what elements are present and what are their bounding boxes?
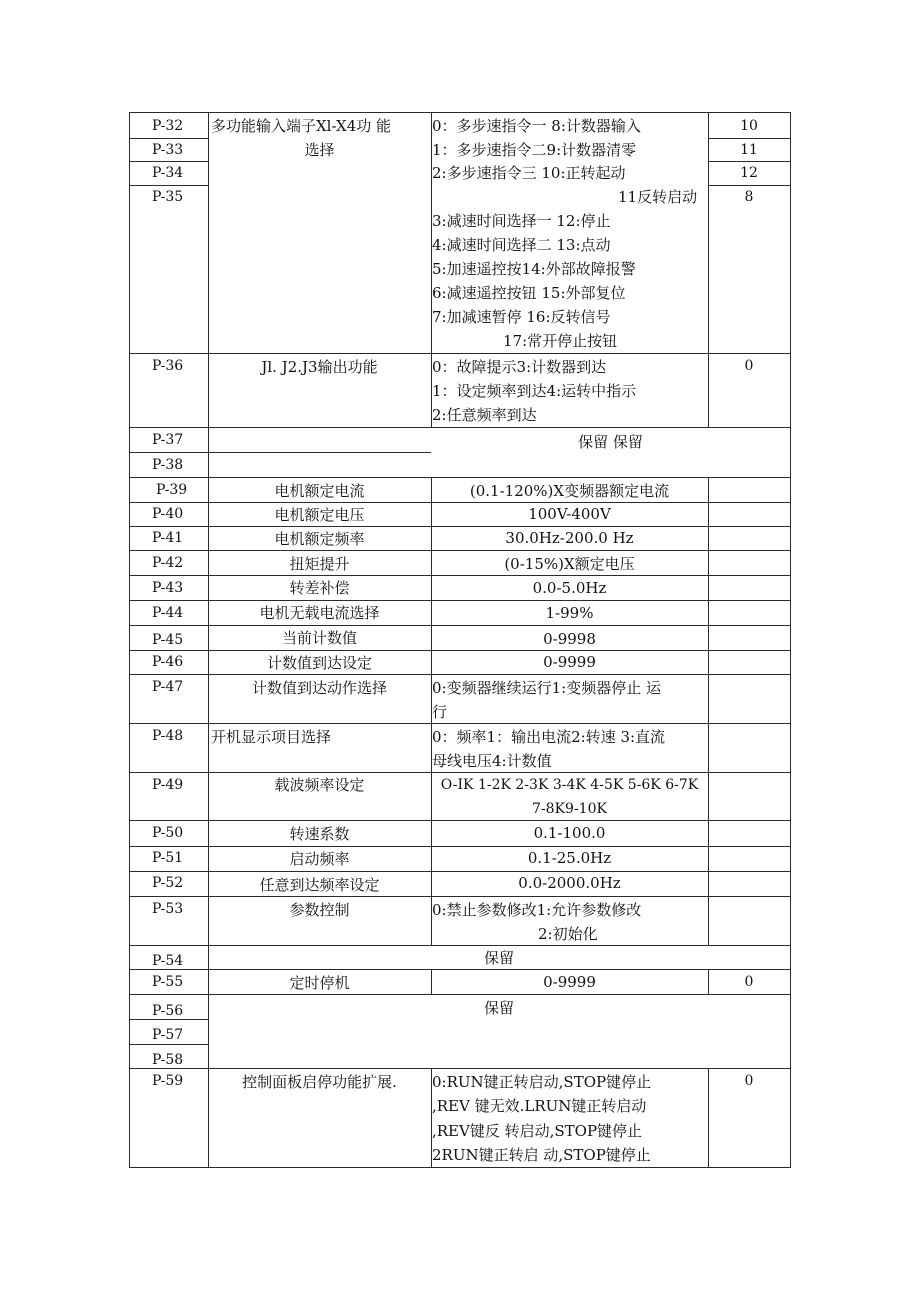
param-option: 0:禁止参数修改1:允许参数修改 <box>432 901 642 919</box>
param-name: 开机显示项目选择 <box>211 728 332 746</box>
param-option: 7-8K9-10K <box>532 801 607 817</box>
param-range: 0.1-100.0 <box>533 824 606 842</box>
param-name: Jl. J2.J3输出功能 <box>261 358 378 376</box>
param-range: 0.0-5.0Hz <box>532 579 607 597</box>
param-option: 0：多步速指令一 8:计数器输入 <box>432 117 641 135</box>
param-default: 12 <box>740 165 758 181</box>
param-option: 母线电压4:计数值 <box>432 752 552 770</box>
param-option: 行 <box>432 703 448 721</box>
param-option: 11反转启动 <box>618 188 698 206</box>
param-option: 1：设定频率到达4:运转中指示 <box>432 382 637 400</box>
reserved-label: 保留 <box>483 949 514 967</box>
param-code: P-32 <box>152 118 184 134</box>
param-code: P-35 <box>152 189 184 205</box>
param-range: 30.0Hz-200.0 Hz <box>505 529 634 547</box>
param-code: P-45 <box>152 632 184 648</box>
param-code: P-49 <box>152 777 184 793</box>
param-option: 7:加减速暂停 16:反转信号 <box>432 308 611 326</box>
param-option: 0:RUN键正转启动,STOP键停止 <box>432 1073 652 1091</box>
param-default: 11 <box>740 142 758 158</box>
param-name: 载波频率设定 <box>274 776 365 794</box>
param-option: 6:减速遥控按钮 15:外部复位 <box>432 284 626 302</box>
param-code: P-54 <box>152 953 184 969</box>
param-name: 定时停机 <box>289 974 350 992</box>
param-range: 0.0-2000.0Hz <box>518 874 621 892</box>
param-option: O-IK 1-2K 2-3K 3-4K 4-5K 5-6K 6-7K <box>440 777 699 793</box>
param-name: 控制面板启停功能扩展. <box>242 1073 397 1091</box>
param-option: 2:初始化 <box>538 925 598 943</box>
param-option: 17:常开停止按钮 <box>503 332 618 350</box>
param-default: 8 <box>744 189 754 205</box>
param-default: 0 <box>744 974 754 990</box>
reserved-label: 保留 保留 <box>578 433 643 451</box>
param-code: P-42 <box>152 555 184 571</box>
param-name: 电机额定电流 <box>274 482 365 500</box>
param-option: 4:减速时间选择二 13:点动 <box>432 236 611 254</box>
param-name: 启动频率 <box>289 850 350 868</box>
param-code: P-51 <box>152 850 184 866</box>
param-name: 当前计数值 <box>281 629 357 647</box>
param-code: P-37 <box>152 432 184 448</box>
param-code: P-46 <box>152 654 184 670</box>
param-code: P-58 <box>152 1052 184 1068</box>
param-name: 参数控制 <box>289 901 350 919</box>
reserved-label: 保留 <box>483 999 514 1017</box>
param-default: 0 <box>744 1073 754 1089</box>
param-range: 0-9999 <box>543 973 596 991</box>
param-option: 2RUN键正转启 动,STOP键停止 <box>432 1146 651 1164</box>
param-name: 任意到达频率设定 <box>259 876 380 894</box>
param-code: P-55 <box>152 974 184 990</box>
param-name: 电机额定频率 <box>274 530 365 548</box>
param-code: P-43 <box>152 580 184 596</box>
param-code: P-36 <box>152 358 184 374</box>
param-code: P-40 <box>152 506 184 522</box>
param-code: P-44 <box>152 605 184 621</box>
param-code: P-57 <box>152 1027 184 1043</box>
param-range: (0-15%)X额定电压 <box>504 555 635 573</box>
param-code: P-50 <box>152 825 184 841</box>
param-option: 0：故障提示3:计数器到达 <box>432 358 607 376</box>
param-range: 0-9999 <box>543 653 596 671</box>
param-option: 1：多步速指令二9:计数器清零 <box>432 141 637 159</box>
param-code: P-41 <box>152 530 184 546</box>
param-code: P-56 <box>152 1003 184 1019</box>
param-range: 0.1-25.0Hz <box>527 849 612 867</box>
param-name: 计数值到达设定 <box>266 654 372 672</box>
param-code: P-47 <box>152 679 184 695</box>
param-code: P-39 <box>156 482 188 498</box>
param-name: 电机额定电压 <box>274 506 365 524</box>
param-name: 转差补偿 <box>289 579 350 597</box>
param-code: P-48 <box>152 728 184 744</box>
param-default: 10 <box>740 118 758 134</box>
param-option: 0：频率1：输出电流2:转速 3:直流 <box>432 728 666 746</box>
param-code: P-59 <box>152 1073 184 1089</box>
param-option: 0:变频器继续运行1:变频器停止 运 <box>432 679 661 697</box>
param-name: 转速系数 <box>289 825 350 843</box>
param-range: 100V-400V <box>528 505 611 523</box>
param-name: 电机无载电流选择 <box>259 604 380 622</box>
param-default: 0 <box>744 358 754 374</box>
param-range: 1-99% <box>545 604 594 622</box>
param-code: P-38 <box>152 457 184 473</box>
param-code: P-34 <box>152 165 184 181</box>
param-option: ,REV 键无效.LRUN键正转启动 <box>432 1097 647 1115</box>
param-code: P-53 <box>152 901 184 917</box>
param-name: 选择 <box>304 141 335 159</box>
param-code: P-33 <box>152 142 184 158</box>
param-name: 扭矩提升 <box>289 555 350 573</box>
param-option: 5:加速遥控按14:外部故障报警 <box>432 260 636 278</box>
param-option: ,REV键反 转启动,STOP键停止 <box>432 1122 643 1140</box>
param-name: 多功能输入端子Xl-X4功 能 <box>211 117 392 135</box>
param-range: 0-9998 <box>543 630 596 648</box>
param-option: 2:多步速指令三 10:正转起动 <box>432 164 626 182</box>
param-name: 计数值到达动作选择 <box>251 679 387 697</box>
param-code: P-52 <box>152 875 184 891</box>
param-range: (0.1-120%)X变频器额定电流 <box>469 482 670 500</box>
param-option: 2:任意频率到达 <box>432 406 537 424</box>
param-option: 3:减速时间选择一 12:停止 <box>432 212 611 230</box>
